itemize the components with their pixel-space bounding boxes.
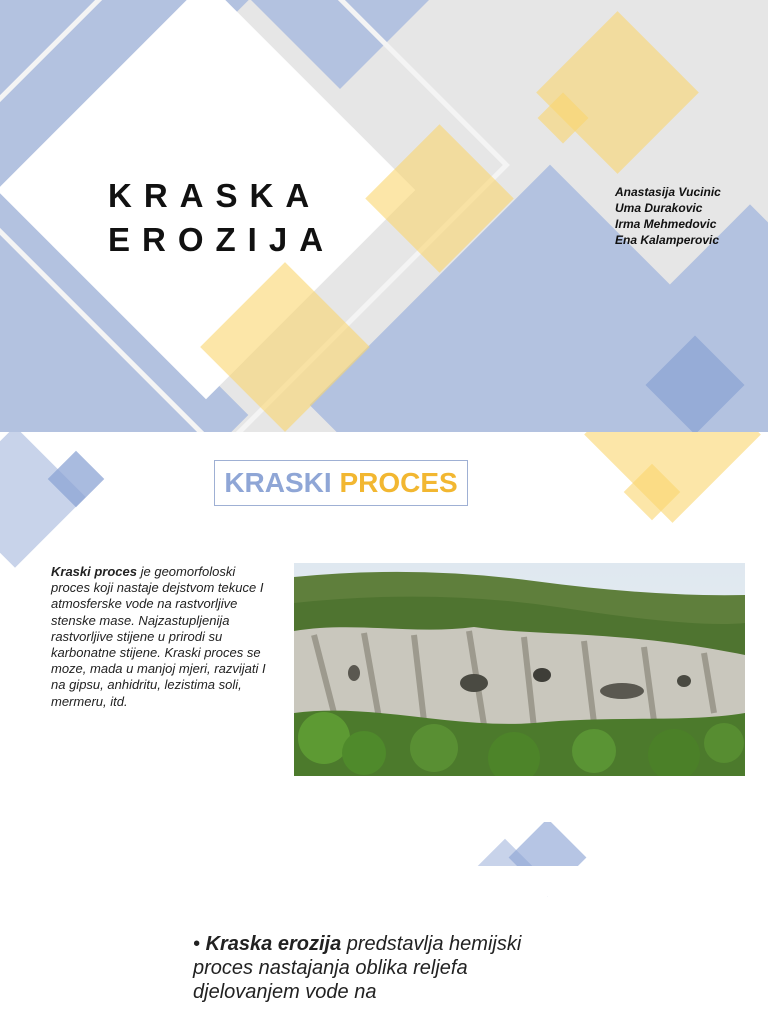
bullet-lead: Kraska erozija xyxy=(205,933,342,955)
karst-cliff-landscape-photo xyxy=(294,563,745,776)
author-name: Ena Kalamperovic xyxy=(615,233,720,247)
bullet-body: predstavlja hemijski proces nastajanja oblika reljefa djelovanjem vode na xyxy=(193,933,522,1003)
author-name: Irma Mehmedovic xyxy=(615,217,717,231)
paragraph-lead: Kraski proces xyxy=(51,564,137,579)
slide-heading xyxy=(214,460,468,506)
presentation-title xyxy=(108,174,335,262)
erosion-slide xyxy=(0,822,768,1024)
erosion-bullet xyxy=(193,932,523,1004)
process-slide xyxy=(0,432,768,822)
bullet-symbol: • xyxy=(193,933,201,955)
author-name: Uma Durakovic xyxy=(615,201,703,215)
title-line-2: EROZIJA xyxy=(108,221,336,258)
heading-word-1: KRASKI xyxy=(224,467,332,498)
decor-diamond xyxy=(536,11,699,174)
author-name: Anastasija Vucinic xyxy=(615,185,721,199)
decor-diamond xyxy=(584,432,761,523)
heading-word-2: PROCES xyxy=(339,467,458,498)
title-line-1: KRASKA xyxy=(108,177,322,214)
title-slide xyxy=(0,0,768,432)
paragraph-body: je geomorfoloski proces koji nastaje dejstvom tekuce I atmosferske vode na rastvorljive stenske mase. Najzastupljenija rastvorljive stijene u prirodi su karbonatne stijene. Kraski proces se moze, mada u manjoj mjeri, razvijati I na gipsu, anhidritu, lezistima soli, mermeru, itd. xyxy=(51,564,266,709)
process-paragraph xyxy=(51,564,271,710)
diamond-mask xyxy=(470,866,610,896)
authors-list xyxy=(615,184,721,248)
